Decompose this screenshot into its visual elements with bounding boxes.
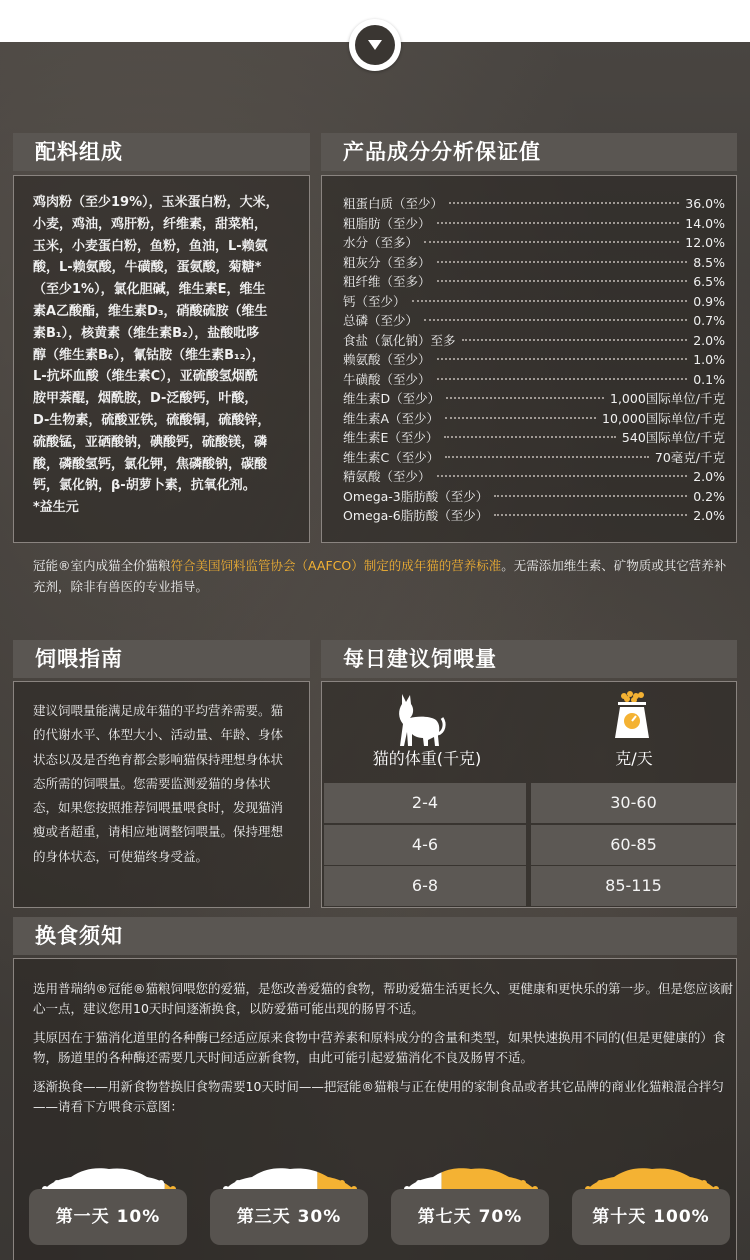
col-grams-header: 克/天 <box>615 749 653 768</box>
dotted-leader <box>437 358 688 360</box>
ingredients-line: 鸡肉粉（至少19%），玉米蛋白粉，大米， <box>33 195 279 210</box>
dotted-leader <box>437 261 688 263</box>
feeding-guide-title: 饲喂指南 <box>35 647 123 671</box>
step-day-10 <box>572 1165 730 1245</box>
dotted-leader <box>494 514 687 516</box>
analysis-name: 维生素D（至少） <box>343 391 441 406</box>
switching-paragraph-1: 选用普瑞纳®冠能®猫粮饲喂您的爱猫，是您改善爱猫的食物，帮助爱猫生活更长久、更健康和更快乐的第一步。但是您应该耐心一点，建议您用10天时间逐渐换食，以防爱猫可能出现的肠胃不适。 <box>33 981 734 1016</box>
analysis-row <box>343 506 725 526</box>
ingredients-line: 胺甲萘醌，烟酰胺，D-泛酸钙，叶酸， <box>33 391 258 407</box>
ingredients-text <box>33 192 298 519</box>
analysis-name: 总磷（至少） <box>343 313 419 328</box>
dotted-leader <box>445 417 596 419</box>
analysis-value: 0.1% <box>693 371 725 387</box>
dotted-leader <box>412 300 688 302</box>
analysis-name: 粗脂肪（至少） <box>343 215 431 231</box>
switching-header <box>13 917 737 955</box>
analysis-name: 牛磺酸（至少） <box>343 371 431 387</box>
dotted-leader <box>445 456 649 458</box>
analysis-value: 10,000国际单位/千克 <box>602 410 725 426</box>
feeding-guide-text: 建议饲喂量能满足成年猫的平均营养需要。猫的代谢水平、体型大小、活动量、年龄、身体状态以及是否绝育都会影响猫保持理想身体状态所需的饲喂量。您需要监测爱猫的身体状态，如果您按照推荐饲喂量喂食时，发现猫消瘦或者超重，请相应地调整饲喂量。保持理想的身体状态，可使猫终身受益。 <box>33 703 284 864</box>
expand-button-inner <box>355 25 395 65</box>
ingredients-line: 素A乙酸酯，维生素D₃，硝酸硫胺（维生 <box>33 303 268 319</box>
analysis-row <box>343 253 725 273</box>
kibble-dot <box>416 1180 422 1186</box>
analysis-row <box>343 331 725 351</box>
kibble-dot <box>701 1180 707 1186</box>
analysis-name: 钙（至少） <box>343 293 406 309</box>
analysis-value: 0.2% <box>693 488 725 504</box>
analysis-row <box>343 389 725 409</box>
dotted-leader <box>446 397 604 399</box>
dotted-leader <box>437 378 688 380</box>
kibble-dot <box>339 1180 345 1186</box>
kibble-dot <box>54 1180 60 1186</box>
analysis-value: 2.0% <box>693 332 725 348</box>
step-label: 第七天 70% <box>391 1189 549 1245</box>
daily-amount-header <box>321 640 737 678</box>
switching-paragraph-2: 其原因在于猫消化道里的各种酶已经适应原来食物中营养素和原料成分的含量和类型，如果快速换用不同的(但是更健康的）食物，肠道里的各种酶还需要几天时间适应新食物，由此可能引起爱猫消化不良及肠胃不适。 <box>33 1030 726 1065</box>
step-day-7 <box>391 1165 549 1245</box>
analysis-value: 0.7% <box>693 313 725 328</box>
analysis-name: 维生素E（至少） <box>343 430 439 445</box>
analysis-name: Omega-3脂肪酸（至少） <box>343 488 489 504</box>
analysis-row <box>343 272 725 292</box>
col-weight-header: 猫的体重(千克) <box>372 749 482 768</box>
analysis-name: 粗蛋白质（至少） <box>343 196 444 211</box>
aafco-highlight: 符合美国饲料监管协会（AAFCO）制定的成年猫的营养标准 <box>170 558 502 573</box>
ingredients-line: 钙，氯化钠，β-胡萝卜素，抗氧化剂。 <box>33 478 256 494</box>
weight-cell: 4-6 <box>324 825 526 865</box>
analysis-row <box>343 428 725 448</box>
daily-amount-panel <box>321 681 737 908</box>
analysis-row <box>343 194 725 214</box>
aafco-note <box>33 555 733 597</box>
cat-icon <box>392 690 448 748</box>
ingredients-line: 酸，L-赖氨酸，牛磺酸，蛋氨酸，菊糖* <box>33 260 262 276</box>
analysis-row <box>343 467 725 487</box>
analysis-list <box>343 194 725 526</box>
analysis-row <box>343 292 725 312</box>
expand-button[interactable] <box>349 19 401 71</box>
kibble-dot <box>158 1180 164 1186</box>
grams-cell: 60-85 <box>531 825 736 865</box>
weight-cell: 6-8 <box>324 866 526 906</box>
ingredients-line: （至少1%），氯化胆碱，维生素E，维生 <box>33 282 266 298</box>
analysis-row <box>343 233 725 253</box>
dotted-leader <box>424 241 679 243</box>
kibble-dot <box>520 1180 526 1186</box>
scale-icon <box>612 690 652 740</box>
ingredients-line: 小麦，鸡油，鸡肝粉，纤维素，甜菜粕， <box>33 216 268 232</box>
daily-amount-title: 每日建议饲喂量 <box>343 647 497 671</box>
analysis-value: 70毫克/千克 <box>654 449 725 465</box>
ingredients-line: 酸，磷酸氢钙，氯化钾，焦磷酸钠，碳酸 <box>33 456 268 472</box>
analysis-row <box>343 350 725 370</box>
analysis-value: 36.0% <box>685 196 725 211</box>
chevron-down-icon <box>367 39 383 51</box>
ingredients-title: 配料组成 <box>35 140 123 164</box>
aafco-prefix: 冠能®室内成猫全价猫粮 <box>33 558 171 573</box>
analysis-row <box>343 214 725 234</box>
grams-cell: 30-60 <box>531 783 736 823</box>
analysis-row <box>343 311 725 331</box>
ingredients-line: D-生物素，硫酸亚铁，硫酸铜，硫酸锌， <box>33 412 271 428</box>
analysis-name: 维生素C（至少） <box>343 449 440 465</box>
analysis-row <box>343 487 725 507</box>
analysis-name: Omega-6脂肪酸（至少） <box>343 508 489 523</box>
switching-title: 换食须知 <box>35 924 123 948</box>
analysis-value: 1.0% <box>693 352 725 367</box>
analysis-name: 粗灰分（至多） <box>343 254 431 270</box>
analysis-value: 6.5% <box>693 274 725 289</box>
analysis-name: 维生素A（至少） <box>343 410 440 426</box>
analysis-name: 精氨酸（至少） <box>343 469 431 484</box>
dotted-leader <box>462 339 688 341</box>
analysis-row <box>343 370 725 390</box>
feeding-guide-header <box>13 640 310 678</box>
dotted-leader <box>437 280 688 282</box>
dotted-leader <box>444 436 616 438</box>
ingredients-line: *益生元 <box>33 500 79 516</box>
analysis-value: 0.9% <box>693 293 725 309</box>
analysis-value: 12.0% <box>685 235 725 250</box>
dotted-leader <box>437 475 688 477</box>
dotted-leader <box>449 202 679 204</box>
ingredients-header <box>13 133 310 171</box>
ingredients-line: 素B₁），核黄素（维生素B₂），盐酸吡哆 <box>33 325 260 341</box>
kibble-dot <box>235 1180 241 1186</box>
analysis-value: 2.0% <box>693 469 725 484</box>
ingredients-line: 硫酸锰，亚硒酸钠，碘酸钙，硫酸镁，磷 <box>33 434 268 450</box>
analysis-name: 赖氨酸（至少） <box>343 352 431 367</box>
analysis-name: 食盐（氯化钠）至多 <box>343 332 456 348</box>
analysis-name: 水分（至多） <box>343 235 419 250</box>
analysis-name: 粗纤维（至多） <box>343 274 431 289</box>
analysis-value: 2.0% <box>693 508 725 523</box>
grams-cell: 85-115 <box>531 866 736 906</box>
weight-cell: 2-4 <box>324 783 526 823</box>
step-label: 第十天 100% <box>572 1189 730 1245</box>
kibble-dot <box>597 1180 603 1186</box>
step-label: 第三天 30% <box>210 1189 368 1245</box>
analysis-value: 8.5% <box>693 254 725 270</box>
dotted-leader <box>437 222 680 224</box>
aafco-suffix: 。无需添加维生素、矿物质或其它营养补充剂，除非有兽医的专业指导。 <box>33 558 727 594</box>
dotted-leader <box>424 319 687 321</box>
analysis-value: 540国际单位/千克 <box>621 430 725 445</box>
analysis-title: 产品成分分析保证值 <box>343 140 541 164</box>
analysis-value: 14.0% <box>685 215 725 231</box>
analysis-header <box>321 133 737 171</box>
analysis-value: 1,000国际单位/千克 <box>610 391 725 406</box>
switching-paragraph-3: 逐渐换食——用新食物替换旧食物需要10天时间——把冠能®猫粮与正在使用的家制食品或者其它品牌的商业化猫粮混合拌匀——请看下方喂食示意图： <box>33 1079 724 1114</box>
analysis-row <box>343 409 725 429</box>
step-day-3 <box>210 1165 368 1245</box>
ingredients-line: 玉米，小麦蛋白粉，鱼粉，鱼油，L-赖氨 <box>33 238 268 254</box>
step-day-1 <box>29 1165 187 1245</box>
ingredients-line: L-抗坏血酸（维生素C），亚硫酸氢烟酰 <box>33 369 258 385</box>
step-label: 第一天 10% <box>29 1189 187 1245</box>
analysis-row <box>343 448 725 468</box>
dotted-leader <box>494 495 687 497</box>
ingredients-line: 醇（维生素B₆），氰钴胺（维生素B₁₂）， <box>33 347 265 363</box>
